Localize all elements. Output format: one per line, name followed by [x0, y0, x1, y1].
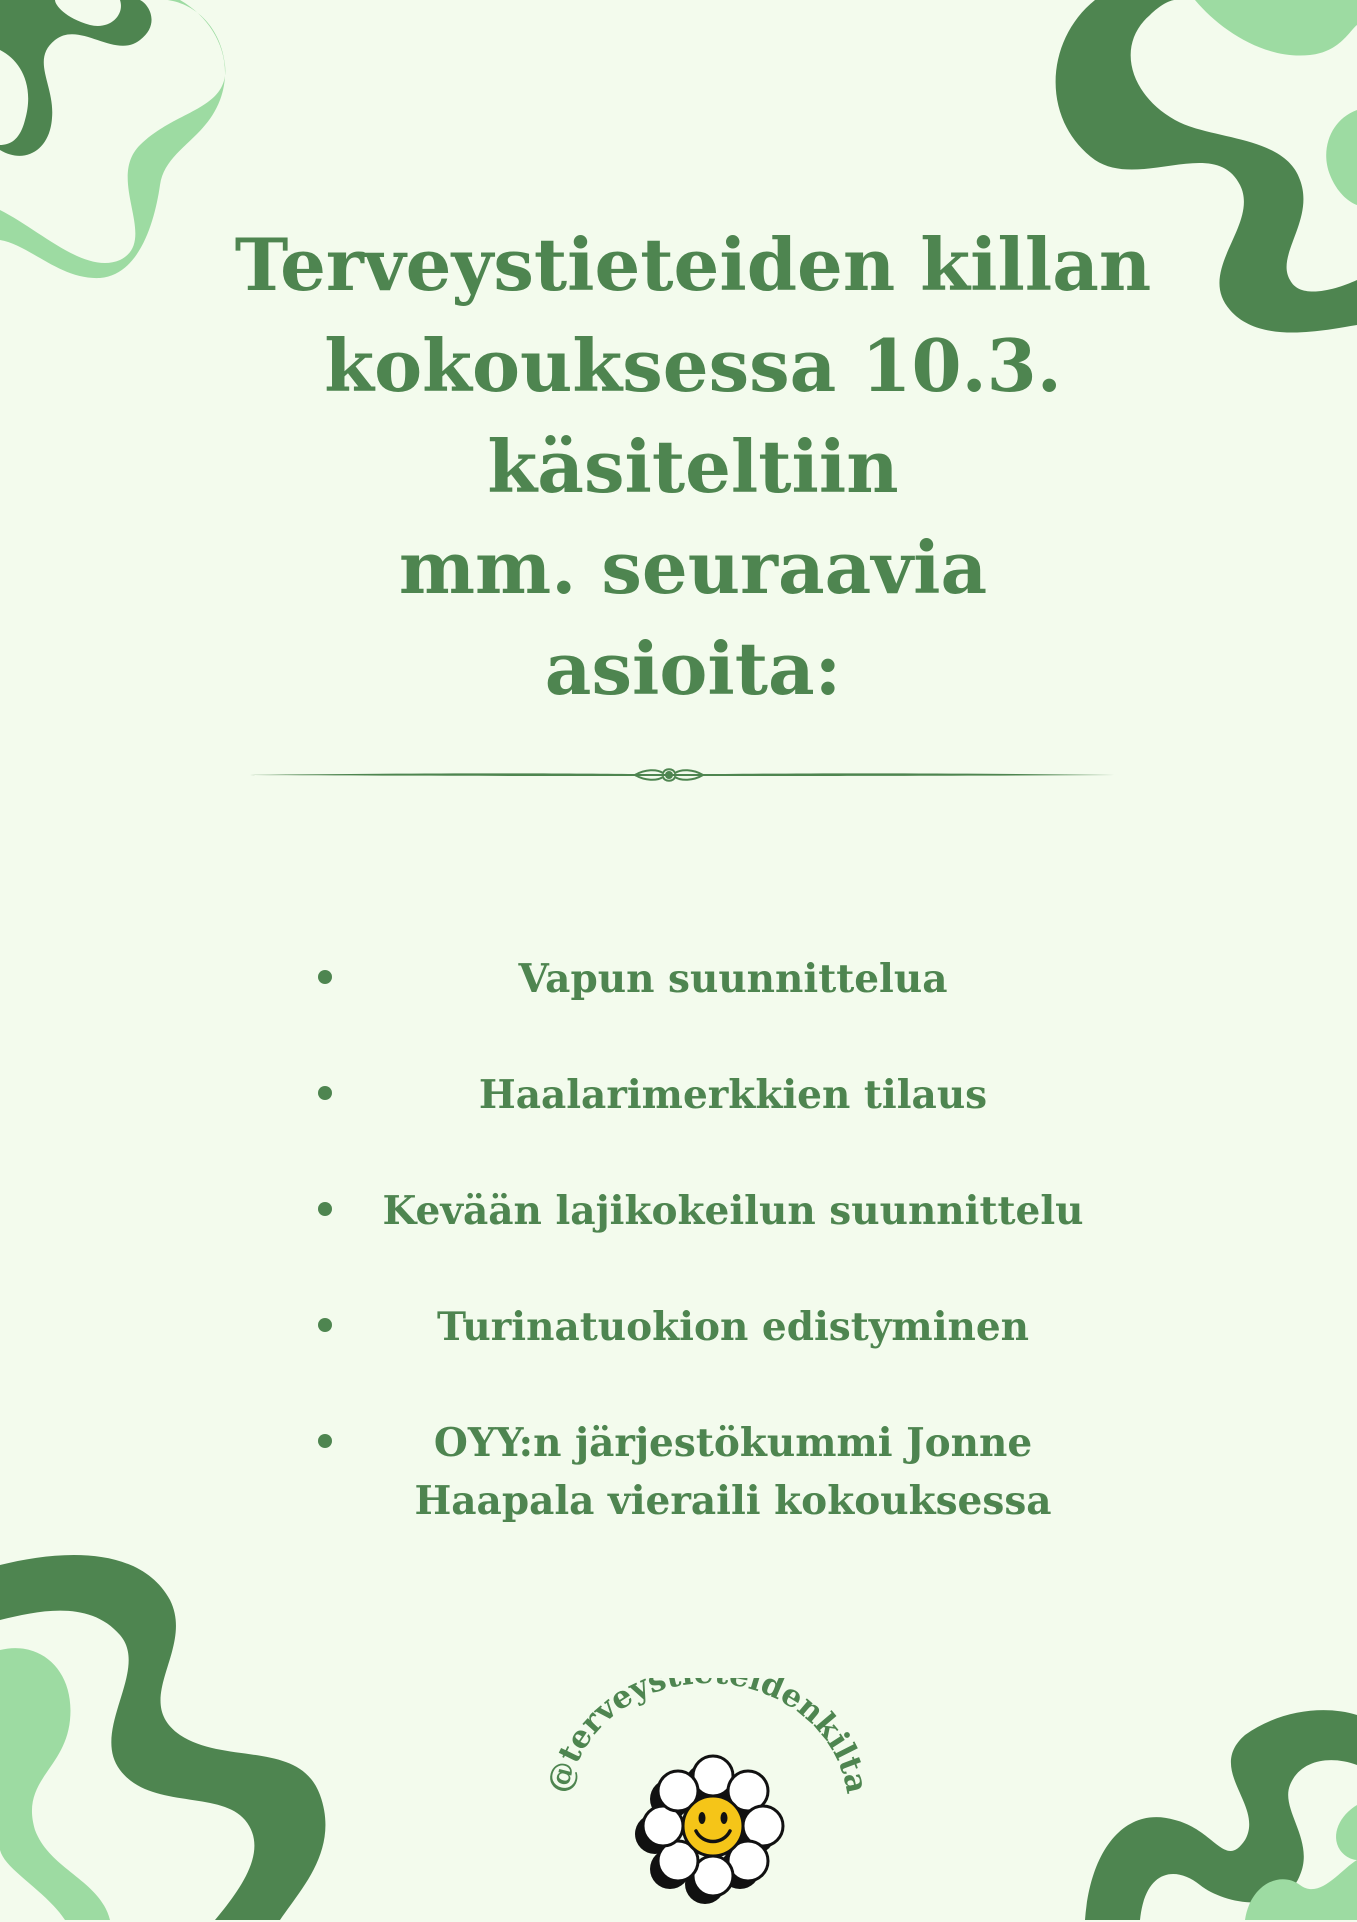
title-line: kokouksessa 10.3. käsiteltiin	[324, 323, 1062, 509]
title-line: mm. seuraavia	[398, 525, 988, 610]
wavy-blob-icon	[0, 1550, 340, 1920]
bullet-icon	[318, 1318, 332, 1332]
agenda-list	[318, 950, 1108, 1588]
list-item-label: Haalarimerkkien tilaus	[478, 1072, 988, 1118]
ornamental-divider-icon	[245, 760, 1115, 790]
smiling-daisy-icon	[635, 1756, 783, 1904]
footer-logo	[548, 1678, 868, 1922]
list-item-label: Kevään lajikokeilun suunnittelu	[382, 1188, 1084, 1234]
list-item-label: Vapun suunnittelua	[518, 956, 948, 1002]
social-handle: terveys idenkilt	[551, 1678, 868, 1778]
list-item	[318, 1414, 1108, 1530]
list-item	[318, 1066, 1108, 1124]
list-item	[318, 1298, 1108, 1356]
title-line: Terveystieteiden killan	[234, 222, 1152, 307]
handle-badge	[548, 1678, 868, 1918]
wavy-blob-icon	[1085, 1710, 1357, 1920]
page-title	[160, 214, 1226, 719]
title-line: asioita:	[544, 626, 842, 711]
list-item	[318, 1182, 1108, 1240]
bullet-icon	[318, 1086, 332, 1100]
bullet-icon	[318, 970, 332, 984]
list-item	[318, 950, 1108, 1008]
bullet-icon	[318, 1434, 332, 1448]
list-item-label: Turinatuokion edistyminen	[436, 1304, 1030, 1350]
bullet-icon	[318, 1202, 332, 1216]
list-item-label: OYY:n järjestökummi Jonne Haapala vieraili kokouksessa	[414, 1420, 1052, 1524]
